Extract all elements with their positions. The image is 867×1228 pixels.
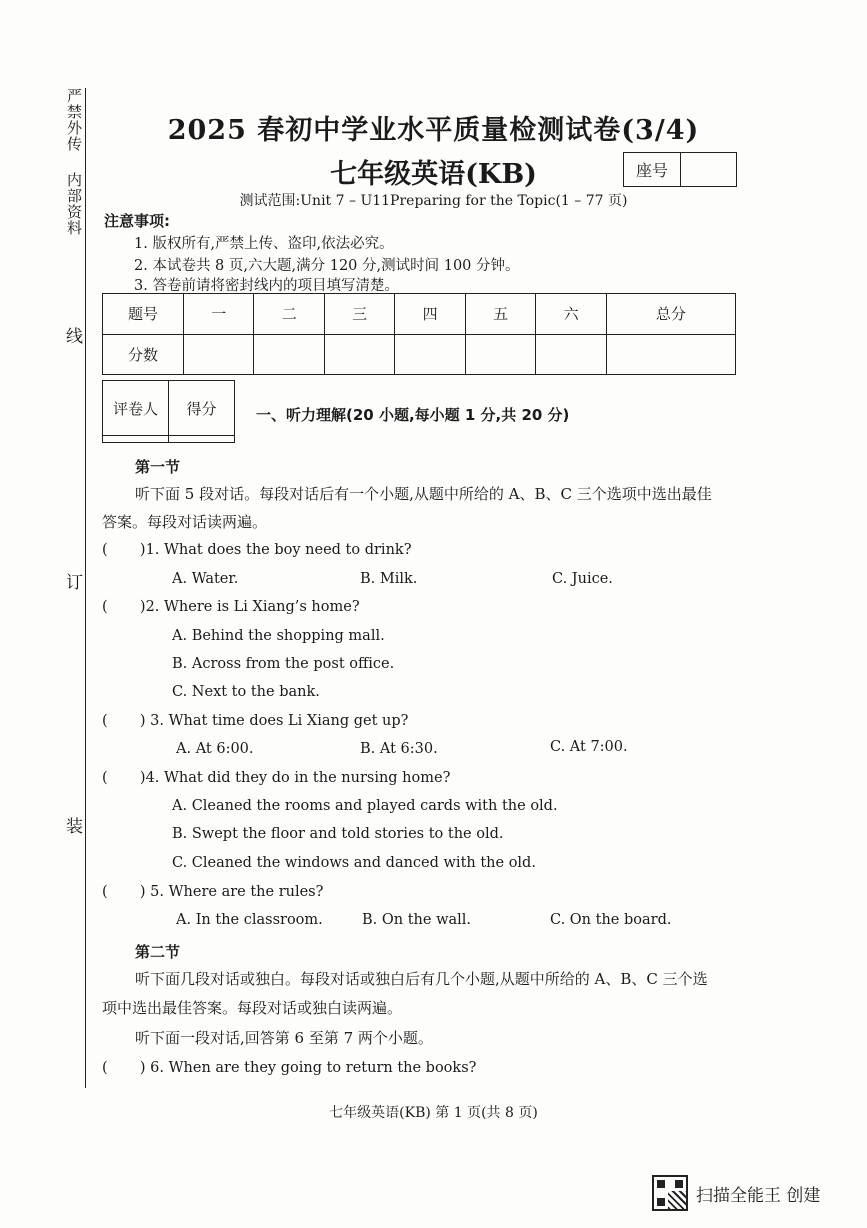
option: C. Cleaned the windows and danced with the old. (172, 855, 536, 871)
option: B. Across from the post office. (172, 656, 395, 672)
margin-char-order: 订 (66, 573, 83, 593)
score-cell[interactable] (254, 334, 324, 375)
instruction-line: 答案。每段对话读两遍。 (102, 513, 268, 531)
question: ( )1. What does the boy need to drink? (102, 542, 412, 558)
seat-number-field[interactable] (681, 153, 736, 186)
grader-table (102, 380, 235, 443)
seat-number-box (623, 152, 737, 187)
instruction-line: 听下面 5 段对话。每段对话后有一个小题,从题中所给的 A、B、C 三个选项中选出最佳 (135, 485, 712, 503)
option: B. At 6:30. (360, 741, 438, 757)
score-header-cell: 总分 (606, 294, 735, 335)
score-table (102, 293, 736, 375)
option: A. At 6:00. (176, 741, 254, 757)
question: ( )4. What did they do in the nursing home? (102, 770, 451, 786)
margin-char-line: 线 (66, 327, 83, 347)
qr-code-icon (652, 1175, 688, 1211)
scanner-label: 扫描全能王 创建 (696, 1185, 821, 1206)
part-title: 第二节 (135, 943, 181, 961)
score-cell[interactable] (465, 334, 535, 375)
seat-label: 座号 (624, 153, 681, 186)
option: B. On the wall. (362, 912, 472, 928)
margin-note-restricted: 严禁外传 (65, 88, 83, 152)
score-cell[interactable] (184, 334, 254, 375)
score-cell[interactable] (324, 334, 394, 375)
binding-line (85, 88, 86, 1088)
score-table-header-row (103, 294, 736, 335)
note-item: 1. 版权所有,严禁上传、盗印,依法必究。 (134, 236, 394, 252)
score-table-score-row (103, 334, 736, 375)
note-item: 3. 答卷前请将密封线内的项目填写清楚。 (134, 278, 399, 294)
option: B. Milk. (360, 571, 418, 587)
option: A. In the classroom. (176, 912, 323, 928)
grader-cell[interactable] (103, 436, 169, 443)
question: ( )2. Where is Li Xiang’s home? (102, 599, 360, 615)
score-header-cell: 六 (536, 294, 606, 335)
question: ( ) 5. Where are the rules? (102, 884, 324, 900)
grader-header: 评卷人 (103, 381, 169, 436)
score-cell[interactable] (395, 334, 465, 375)
option: C. Next to the bank. (172, 684, 320, 700)
part-title: 第一节 (135, 458, 181, 476)
question: ( ) 3. What time does Li Xiang get up? (102, 713, 409, 729)
option: C. Juice. (552, 571, 613, 587)
score-header-cell: 四 (395, 294, 465, 335)
score-header-cell: 三 (324, 294, 394, 335)
option: A. Water. (172, 571, 239, 587)
note-item: 2. 本试卷共 8 页,六大题,满分 120 分,测试时间 100 分钟。 (134, 258, 520, 274)
test-range: 测试范围:Unit 7 – U11Preparing for the Topic(1 – 77 页) (239, 193, 628, 209)
option: A. Behind the shopping mall. (172, 628, 385, 644)
scanner-watermark (652, 1175, 820, 1211)
score-header-cell: 二 (254, 294, 324, 335)
score-cell[interactable] (536, 334, 606, 375)
section-heading: 一、听力理解(20 小题,每小题 1 分,共 20 分) (256, 406, 570, 424)
score-header-cell: 五 (465, 294, 535, 335)
score-header-cell: 题号 (103, 294, 184, 335)
exam-subtitle: 七年级英语(KB) (330, 159, 537, 190)
option: A. Cleaned the rooms and played cards with the old. (172, 798, 558, 814)
instruction-line: 项中选出最佳答案。每段对话或独白读两遍。 (102, 999, 403, 1017)
margin-char-bind: 装 (66, 817, 83, 837)
notes-title: 注意事项: (104, 212, 170, 230)
exam-title: 2025 春初中学业水平质量检测试卷(3/4) (167, 115, 700, 146)
score-cell[interactable] (606, 334, 735, 375)
points-cell[interactable] (169, 436, 235, 443)
margin-note-internal: 内部资料 (65, 172, 83, 236)
instruction-line: 听下面几段对话或独白。每段对话或独白后有几个小题,从题中所给的 A、B、C 三个选 (135, 970, 708, 988)
option: C. On the board. (550, 912, 672, 928)
option: B. Swept the floor and told stories to the old. (172, 826, 504, 842)
page-footer: 七年级英语(KB) 第 1 页(共 8 页) (329, 1105, 538, 1121)
points-header: 得分 (169, 381, 235, 436)
question: ( ) 6. When are they going to return the books? (102, 1060, 477, 1076)
option: C. At 7:00. (550, 739, 628, 755)
instruction-line: 听下面一段对话,回答第 6 至第 7 两个小题。 (135, 1029, 433, 1047)
score-header-cell: 一 (184, 294, 254, 335)
score-row-label: 分数 (103, 334, 184, 375)
